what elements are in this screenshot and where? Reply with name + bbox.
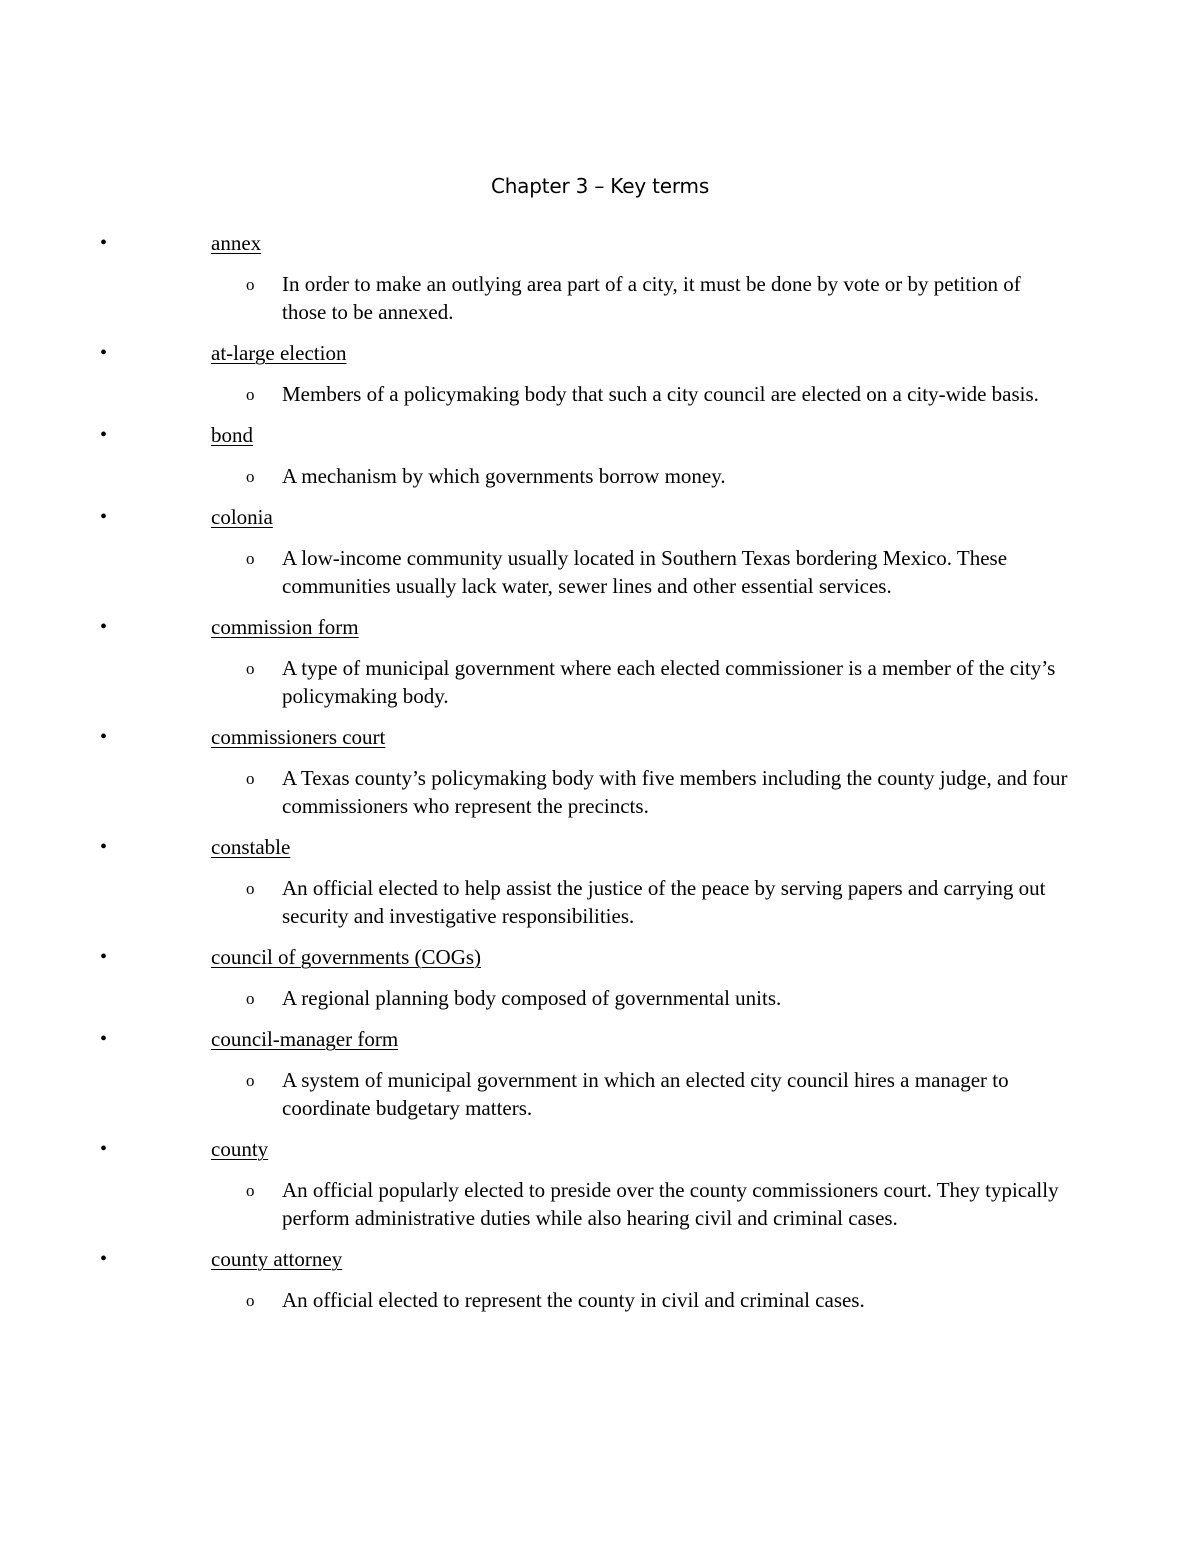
term-definition: An official elected to represent the county in civil and criminal cases. [282,1288,865,1312]
bullet-icon: • [100,726,108,748]
definition-row [0,984,1200,1012]
sub-bullet-icon: o [246,659,255,678]
definition-row [0,1286,1200,1314]
bullet-icon: • [100,1138,108,1160]
bullet-icon: • [100,342,108,364]
bullet-icon: • [100,1028,108,1050]
term-row [0,229,1200,257]
bullet-icon: • [100,506,108,528]
term-definition: A regional planning body composed of governmental units. [282,986,782,1010]
term-row [0,833,1200,861]
sub-bullet-icon: o [246,879,255,898]
definition-row [0,1066,1200,1122]
term-definition: An official elected to help assist the justice of the peace by serving papers and carrying out security and investigative responsibilities. [282,876,1046,928]
definition-row [0,1176,1200,1232]
sub-bullet-icon: o [246,769,255,788]
term-definition: A Texas county’s policymaking body with five members including the county judge, and four commissioners who represent the precincts. [282,766,1068,818]
definition-row [0,764,1200,820]
definition-row [0,270,1200,326]
definition-row [0,380,1200,408]
term-name: commissioners court [211,725,386,749]
page-title: Chapter 3 – Key terms [490,174,710,198]
term-item-constable [0,833,1200,930]
term-item-commissioners-court [0,723,1200,820]
term-item-county-attorney [0,1245,1200,1314]
definition-row [0,874,1200,930]
sub-bullet-icon: o [246,385,255,404]
term-name: council of governments (COGs) [211,945,482,969]
term-row [0,943,1200,971]
term-row [0,503,1200,531]
sub-bullet-icon: o [246,549,255,568]
sub-bullet-icon: o [246,275,255,294]
term-row [0,1135,1200,1163]
term-definition: Members of a policymaking body that such a city council are elected on a city-wide basis. [282,382,1039,406]
bullet-icon: • [100,424,108,446]
term-definition: A system of municipal government in which an elected city council hires a manager to coordinate budgetary matters. [282,1068,1009,1120]
sub-bullet-icon: o [246,989,255,1008]
term-item-annex [0,229,1200,326]
term-item-at-large-election [0,339,1200,408]
term-definition: An official popularly elected to preside over the county commissioners court. They typically perform administrative duties while also hearing civil and criminal cases. [282,1178,1059,1230]
term-definition: A type of municipal government where each elected commissioner is a member of the city’s policymaking body. [282,656,1056,708]
sub-bullet-icon: o [246,467,255,486]
key-terms-list [0,229,1200,1327]
term-name: constable [211,835,291,859]
term-item-commission-form [0,613,1200,710]
term-name: county [211,1137,269,1161]
term-row [0,421,1200,449]
definition-row [0,654,1200,710]
term-row [0,1025,1200,1053]
term-row [0,723,1200,751]
bullet-icon: • [100,836,108,858]
term-definition: A low-income community usually located in Southern Texas bordering Mexico. These communities usually lack water, sewer lines and other essential services. [282,546,1008,598]
term-definition: In order to make an outlying area part of a city, it must be done by vote or by petition of those to be annexed. [282,272,1021,324]
term-item-council-manager-form [0,1025,1200,1122]
term-row [0,1245,1200,1273]
sub-bullet-icon: o [246,1181,255,1200]
term-name: commission form [211,615,359,639]
term-definition: A mechanism by which governments borrow money. [282,464,726,488]
term-name: at-large election [211,341,347,365]
term-name: annex [211,231,262,255]
bullet-icon: • [100,946,108,968]
definition-row [0,544,1200,600]
term-row [0,339,1200,367]
term-item-bond [0,421,1200,490]
term-name: county attorney [211,1247,343,1271]
sub-bullet-icon: o [246,1071,255,1090]
term-row [0,613,1200,641]
term-name: bond [211,423,253,447]
bullet-icon: • [100,1248,108,1270]
sub-bullet-icon: o [246,1291,255,1310]
term-name: council-manager form [211,1027,399,1051]
term-item-colonia [0,503,1200,600]
term-item-council-of-governments [0,943,1200,1012]
bullet-icon: • [100,232,108,254]
definition-row [0,462,1200,490]
bullet-icon: • [100,616,108,638]
term-item-county [0,1135,1200,1232]
term-name: colonia [211,505,273,529]
